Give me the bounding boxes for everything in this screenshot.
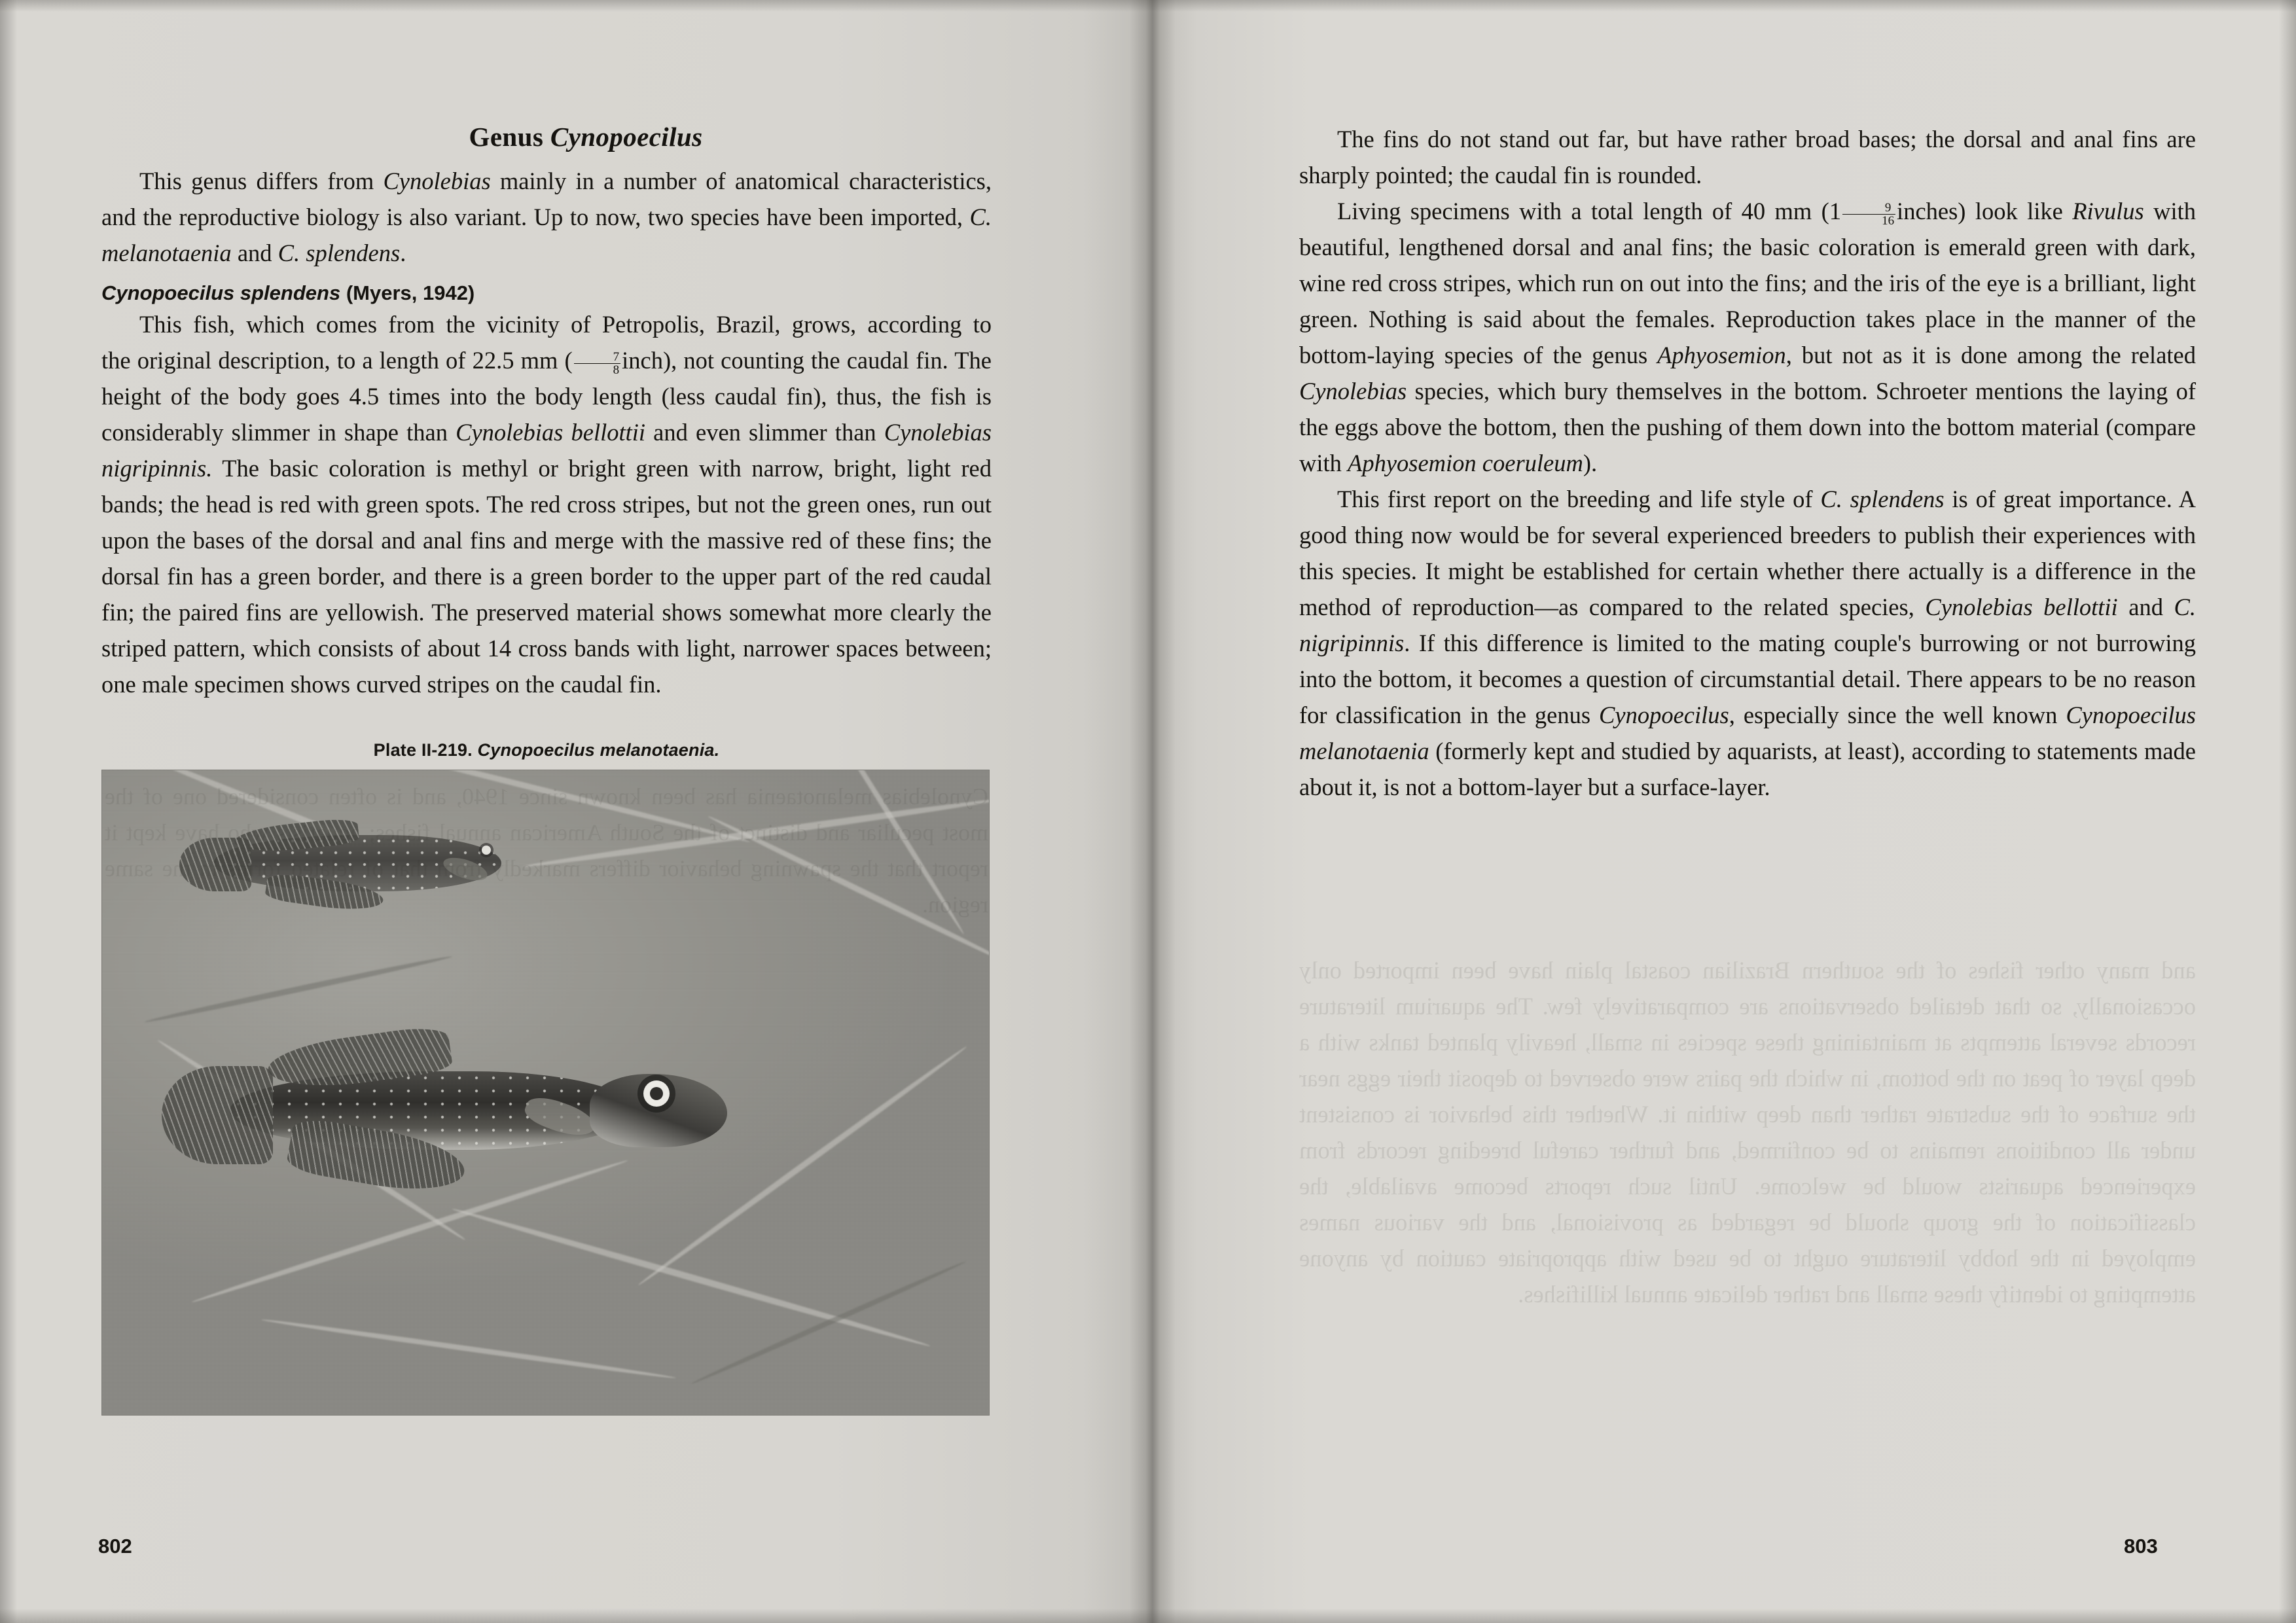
genus-heading [180,121,992,152]
plate-caption-species: Cynopoecilus melanotaenia. [477,740,720,760]
page-edge-shadow-top [0,0,2296,12]
page-edge-shadow-left [0,0,17,1623]
species-heading-name: Cynopoecilus splendens [101,281,341,304]
species-heading [101,281,992,305]
book-gutter [1130,0,1175,1623]
plate-caption [101,740,992,760]
folio-right: 803 [2124,1535,2158,1558]
plate-photograph [101,770,990,1416]
right-page-text-column [1299,121,2196,805]
plate-caption-label: Plate II-219. [373,740,478,760]
species-description-paragraph: This fish, which comes from the vicinity of Petropolis, Brazil, grows, according to the original description, to a length of 22.5 mm ( $\frac{7}{8}$ inch), not counting the caudal fin. The height of the body goes 4.5 times into the body length (less caudal fin), thus, the fish is considerably slimmer in shape than Cynolebias bellottii and even slimmer than Cynolebias nigripinnis. The basic coloration is methyl or bright green with narrow, bright, light red bands; the head is red with green spots. The red cross stripes, but not the green ones, run out upon the bases of the dorsal and anal fins and merge with the massive red of these fins; the dorsal fin has a green border, and there is a green border to the upper part of the red caudal fin; the paired fins are yellowish. The preserved material shows somewhat more clearly the striped pattern, which consists of about 14 cross bands with light, narrower spaces between; one male specimen shows curved stripes on the caudal fin. [101,311,992,698]
page-edge-shadow-right [2279,0,2296,1623]
genus-heading-prefix: Genus [469,122,550,152]
genus-heading-name: Cynopoecilus [550,122,703,152]
species-heading-authority: (Myers, 1942) [340,281,475,304]
left-page-text-column [101,121,992,1416]
right-paragraph-1: The fins do not stand out far, but have rather broad bases; the dorsal and anal fins are sharply pointed; the caudal fin is rounded. [1299,126,2196,188]
photo-film-grain [102,770,989,1415]
genus-intro-paragraph: This genus differs from Cynolebias mainly in a number of anatomical characteristics, and the reproductive biology is also variant. Up to now, two species have been imported, C. melanotaenia and C. splendens. [101,168,992,266]
page-edge-shadow-bottom [0,1609,2296,1623]
right-paragraph-3: This first report on the breeding and life style of C. splendens is of great importance. A good thing now would be for several experienced breeders to publish their experiences with this species. It might be established for certain whether there actually is a difference in the method of reproduction—as compared to the related species, Cynolebias bellottii and C. nigripinnis. If this difference is limited to the mating couple's burrowing or not burrowing into the bottom, it becomes a question of circumstantial detail. There appears to be no reason for classification in the genus Cynopoecilus, especially since the well known Cynopoecilus melanotaenia (formerly kept and studied by aquarists, at least), according to statements made about it, is not a bottom-layer but a surface-layer. [1299,486,2196,800]
right-paragraph-2: Living specimens with a total length of 40 mm (1 $\frac{9}{16}$ inches) look like Rivulus with beautiful, lengthened dorsal and anal fins; the basic coloration is emerald green with dark, wine red cross stripes, which run on out into the fins; and the iris of the eye is a brilliant, light green. Nothing is said about the females. Reproduction takes place in the manner of the bottom-laying species of the genus Aphyosemion, but not as it is done among the related Cynolebias species, which bury themselves in the bottom. Schroeter mentions the laying of the eggs above the bottom, then the pushing of them down into the bottom material (compare with Aphyosemion coeruleum). [1299,198,2196,476]
folio-left: 802 [98,1535,132,1558]
